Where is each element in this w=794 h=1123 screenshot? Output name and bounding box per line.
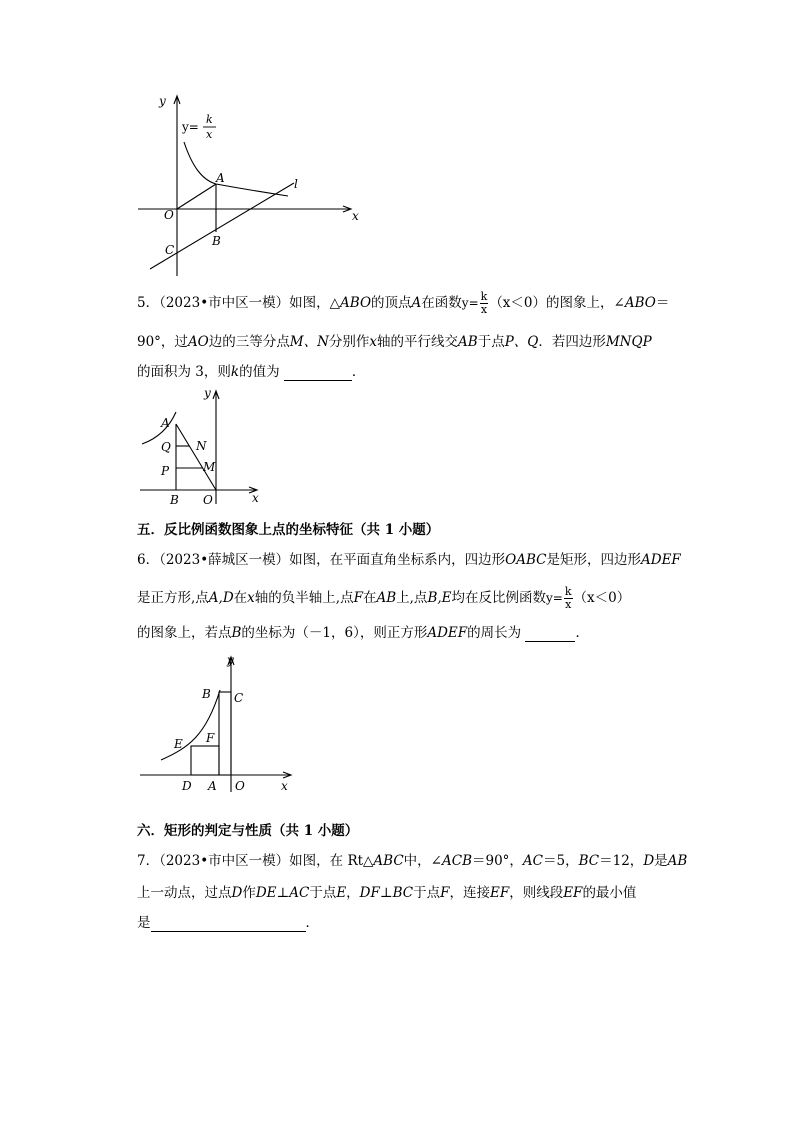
point-Q-label: Q — [161, 440, 171, 454]
q7-line-3: 是 ． — [137, 915, 319, 931]
q6-answer-blank[interactable] — [525, 627, 575, 642]
segment-AO — [176, 424, 216, 490]
section-6-heading: 六．矩形的判定与性质（共 1 小题） — [137, 823, 359, 839]
line-l-label: l — [294, 177, 298, 191]
point-P-label: P — [161, 464, 170, 478]
point-O-label: O — [164, 208, 174, 222]
rectangle-OABC — [219, 692, 231, 775]
point-M-label: M — [203, 460, 216, 474]
x-axis-label: x — [252, 491, 259, 505]
x-axis-label: x — [281, 779, 288, 793]
hyperbola-curve — [142, 412, 176, 444]
point-F-label: F — [206, 731, 215, 745]
point-N-label: N — [196, 439, 207, 453]
q5-line-2: 90°，过AO边的三等分点M、N分别作x轴的平行线交AB于点P、Q．若四边形MNQP — [137, 334, 652, 350]
y-axis-label: y — [227, 653, 234, 667]
figure-3-rectangle-square — [136, 650, 296, 796]
y-axis-label: y — [159, 94, 166, 108]
point-E-label: E — [174, 737, 183, 751]
y-axis-label: y — [204, 386, 211, 400]
section-5-heading: 五．反比例函数图象上点的坐标特征（共 1 小题） — [137, 522, 440, 538]
q5-answer-blank[interactable] — [284, 366, 352, 381]
segment-OA — [177, 184, 216, 209]
point-C-label: C — [165, 243, 175, 257]
square-ADEF — [191, 746, 219, 775]
q7-line-1: 7．（2023•市中区一模）如图，在 Rt△ABC中，∠ACB＝90°，AC＝5，BC＝12，D是AB — [137, 853, 688, 869]
q6-function: y= $\frac{k}{x}$ — [546, 585, 572, 611]
func-lhs: y= — [182, 120, 199, 134]
q5-line-1: 5．（2023•市中区一模）如图，△ABO的顶点A在函数y= $\frac{k}{x}$ （x＜0）的图象上，∠ABO＝ — [137, 290, 670, 316]
q6-line-1: 6．（2023•薛城区一模）如图，在平面直角坐标系内，四边形OABC是矩形，四边形ADEF — [137, 552, 681, 568]
point-B-label: B — [212, 234, 221, 248]
q7-answer-blank[interactable] — [151, 917, 306, 932]
point-B-label: B — [202, 687, 211, 701]
point-A-label: A — [161, 416, 170, 430]
point-D-label: D — [182, 779, 192, 793]
point-O-label: O — [203, 493, 213, 507]
point-A-label: A — [208, 779, 217, 793]
point-B-label: B — [170, 493, 179, 507]
q7-line-2: 上一动点，过点D作DE⊥AC于点E，DF⊥BC于点F，连接EF，则线段EF的最小值 — [137, 885, 637, 901]
q6-line-2: 是正方形,点A,D在x轴的负半轴上,点F在AB上,点B,E均在反比例函数y= $\frac{k}{x}$ （x＜0） — [137, 585, 631, 611]
figure-2-quadrilateral — [136, 384, 266, 508]
point-A-label: A — [216, 171, 225, 185]
q6-line-3: 的图象上，若点B的坐标为（－1，6），则正方形ADEF的周长为 ． — [137, 625, 589, 641]
func-den: x — [206, 128, 213, 141]
figure-1-hyperbola-line — [130, 88, 370, 288]
point-O-label: O — [235, 779, 245, 793]
point-C-label: C — [234, 691, 244, 705]
func-num: k — [206, 113, 213, 126]
q5-function: y= $\frac{k}{x}$ — [461, 290, 488, 316]
x-axis-label: x — [352, 209, 359, 223]
q5-line-3: 的面积为 3，则k的值为 ． — [137, 364, 366, 380]
hyperbola-curve — [184, 142, 288, 196]
